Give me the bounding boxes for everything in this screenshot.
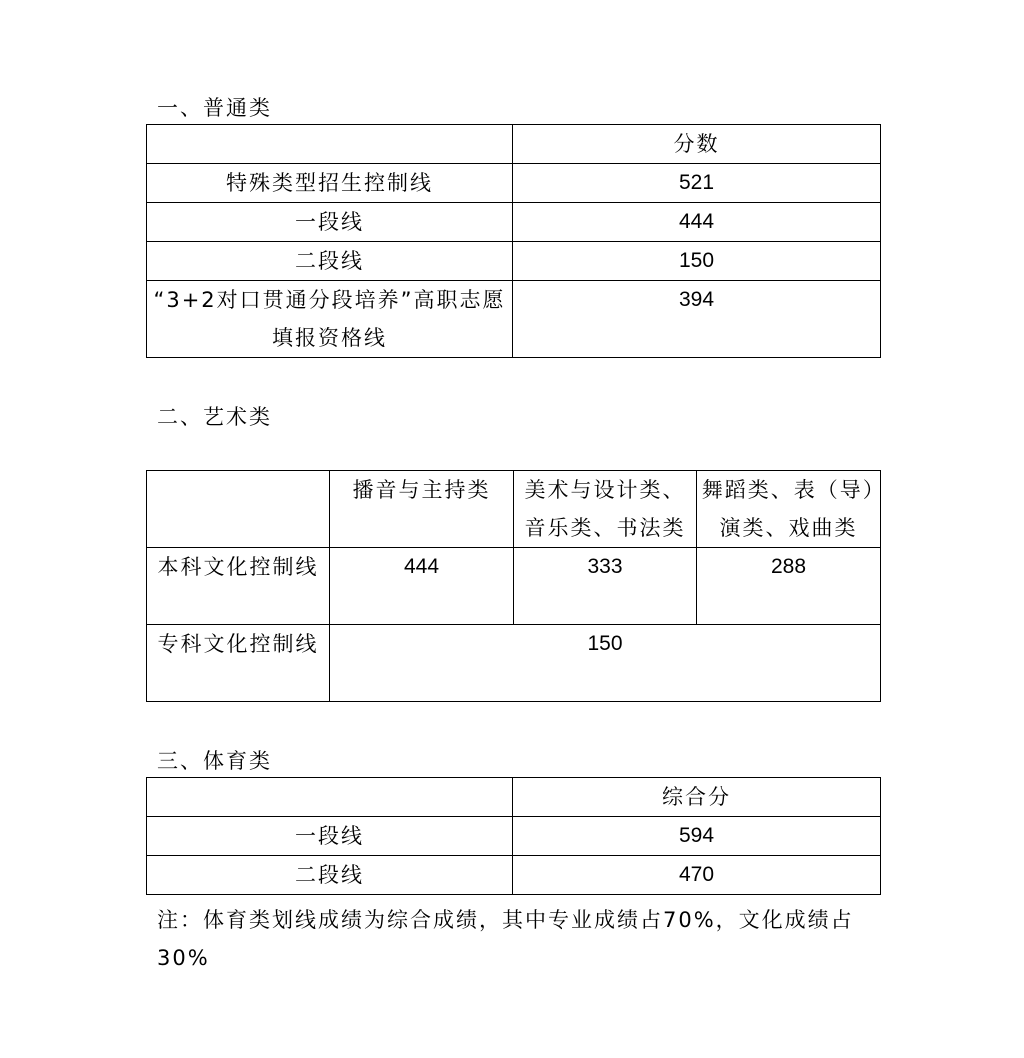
row-label: 一段线 xyxy=(147,817,513,856)
art-heading: 二、艺术类 xyxy=(157,405,272,429)
row-value: 333 xyxy=(514,548,697,625)
row-value: 594 xyxy=(513,817,881,856)
row-label: 专科文化控制线 xyxy=(147,625,330,702)
table-row xyxy=(147,281,881,358)
table-row xyxy=(147,778,881,817)
general-table xyxy=(146,124,881,358)
header-empty-cell xyxy=(147,471,330,548)
column-header: 舞蹈类、表（导）演类、戏曲类 xyxy=(697,471,881,548)
header-empty-cell xyxy=(147,125,513,164)
row-label: “3+2对口贯通分段培养”高职志愿填报资格线 xyxy=(147,281,513,358)
row-label: 二段线 xyxy=(147,856,513,895)
sports-heading: 三、体育类 xyxy=(157,749,272,773)
sports-table xyxy=(146,777,881,895)
row-value: 394 xyxy=(513,281,881,358)
row-value: 444 xyxy=(330,548,514,625)
row-label: 一段线 xyxy=(147,203,513,242)
table-row xyxy=(147,625,881,702)
general-heading: 一、普通类 xyxy=(157,96,272,120)
header-score-cell: 综合分 xyxy=(513,778,881,817)
row-value: 470 xyxy=(513,856,881,895)
header-score-cell: 分数 xyxy=(513,125,881,164)
art-table xyxy=(146,470,881,702)
table-row xyxy=(147,203,881,242)
table-row xyxy=(147,471,881,548)
row-value: 521 xyxy=(513,164,881,203)
table-row xyxy=(147,817,881,856)
table-row xyxy=(147,548,881,625)
header-empty-cell xyxy=(147,778,513,817)
column-header: 美术与设计类、音乐类、书法类 xyxy=(514,471,697,548)
row-value: 444 xyxy=(513,203,881,242)
table-row xyxy=(147,164,881,203)
row-value: 288 xyxy=(697,548,881,625)
table-row xyxy=(147,125,881,164)
column-header: 播音与主持类 xyxy=(330,471,514,548)
table-row xyxy=(147,856,881,895)
row-value: 150 xyxy=(330,625,881,702)
row-label: 二段线 xyxy=(147,242,513,281)
row-label: 本科文化控制线 xyxy=(147,548,330,625)
row-label: 特殊类型招生控制线 xyxy=(147,164,513,203)
table-row xyxy=(147,242,881,281)
row-value: 150 xyxy=(513,242,881,281)
footnote: 注：体育类划线成绩为综合成绩，其中专业成绩占70%，文化成绩占30% xyxy=(157,908,854,970)
